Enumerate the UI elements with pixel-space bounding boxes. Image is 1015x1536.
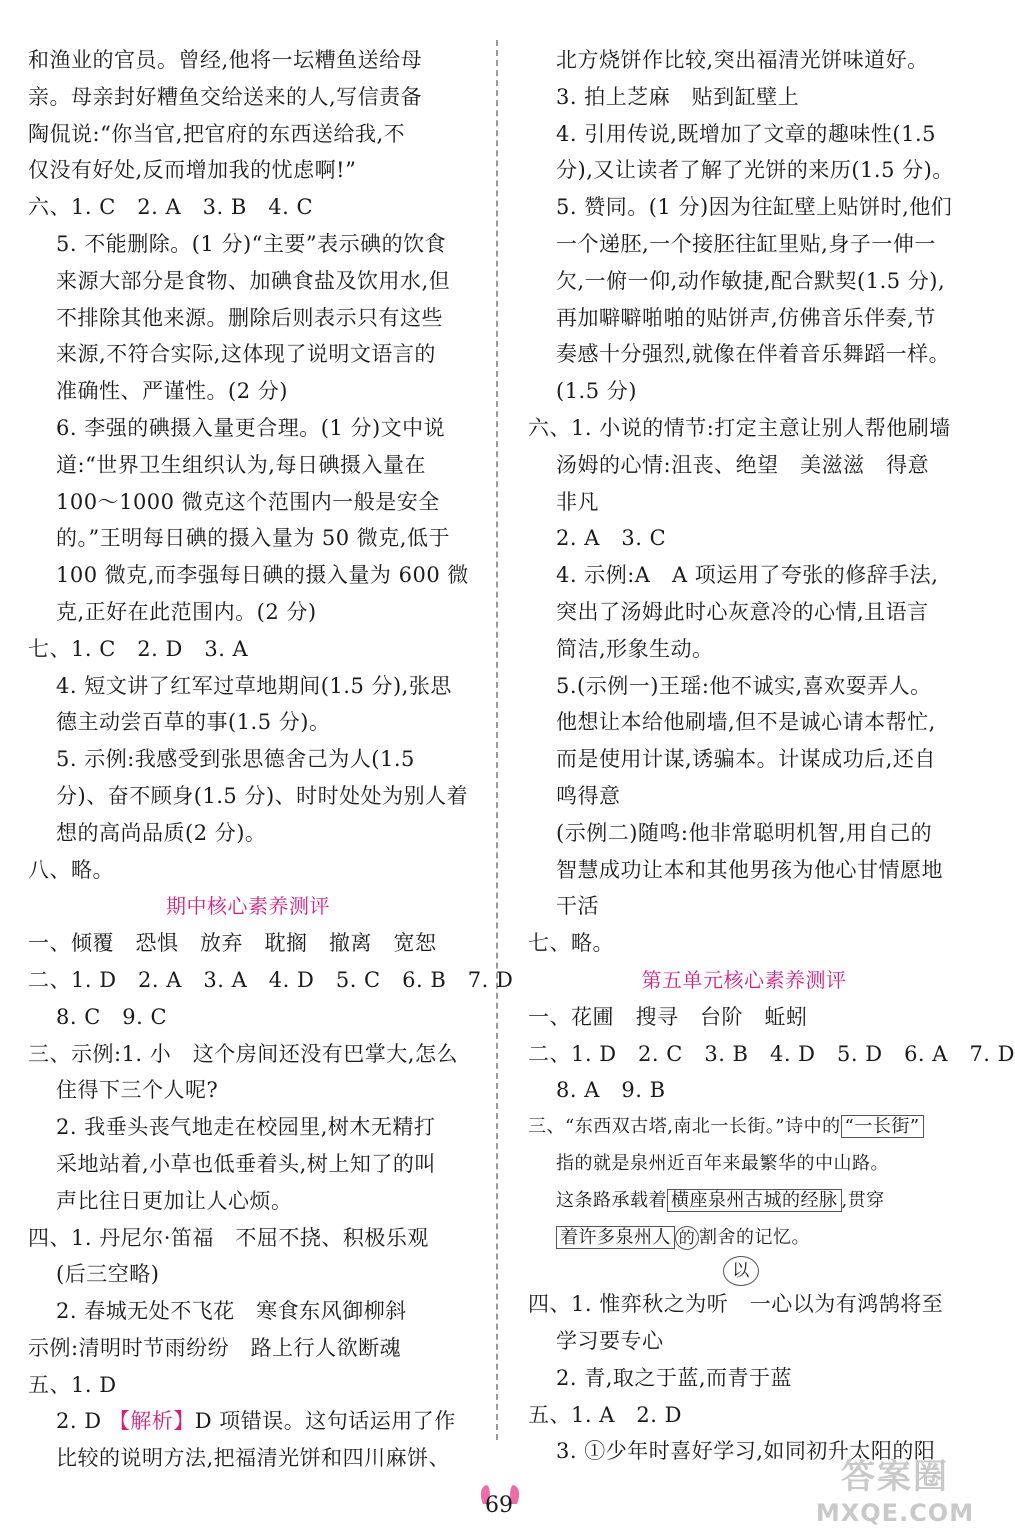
text-line: 和渔业的官员。曾经,他将一坛糟鱼送给母 (28, 48, 423, 72)
text-line: 5. 赞同。(1 分)因为往缸壁上贴饼时,他们 (556, 195, 953, 220)
text-line: 五、1. A 2. D (528, 1402, 682, 1427)
text-line: 住得下三个人呢? (56, 1078, 219, 1103)
text-line: 二、1. D 2. A 3. A 4. D 5. C 6. B 7. D (28, 967, 514, 992)
text-line: 一、花圃 搜寻 台阶 蚯蚓 (528, 1004, 808, 1029)
text-line: (后三空略) (56, 1262, 160, 1287)
text-line: 克,正好在此范围内。(2 分) (56, 599, 317, 624)
text-line: 非凡 (556, 489, 599, 514)
column-divider (496, 40, 498, 1440)
text-line: 四、1. 丹尼尔·笛福 不屈不挠、积极乐观 (28, 1225, 429, 1250)
handwritten-correction-line-3 (528, 1183, 960, 1220)
text-line: 八、略。 (28, 857, 114, 882)
text-line: 5. 不能删除。(1 分)“主要”表示碘的饮食 (56, 231, 447, 256)
text-line: 欠,一俯一仰,动作敏捷,配合默契(1.5 分), (556, 268, 946, 293)
text-line: 6. 李强的碘摄入量更合理。(1 分)文中说 (56, 415, 446, 440)
text-line: 智慧成功让本和其他男孩为他心甘情愿地 (556, 857, 943, 882)
text-line: 8. C 9. C (56, 1004, 168, 1029)
correction-text: ,贯穿 (841, 1189, 885, 1211)
answer-section-6-choices: 六、1. C 2. A 3. B 4. C (28, 195, 314, 220)
text-line: 鸣得意 (556, 783, 621, 808)
text-line: 简洁,形象生动。 (556, 636, 714, 661)
circled-phrase: “一长街” (841, 1115, 924, 1138)
circled-insert-char: 以 (723, 1256, 759, 1286)
answer-section-7-choices: 七、1. C 2. D 3. A (28, 636, 249, 661)
text-line: 亲。母亲封好糟鱼交给送来的人,写信责备 (28, 84, 423, 109)
text-line: 4. 示例:A A 项运用了夸张的修辞手法, (556, 563, 939, 588)
text-line: 汤姆的心情:沮丧、绝望 美滋滋 得意 (556, 452, 930, 477)
text-line: 2. 春城无处不飞花 寒食东风御柳斜 (56, 1299, 407, 1324)
text-line: 4. 短文讲了红军过草地期间(1.5 分),张思 (56, 673, 452, 698)
text-line: 想的高尚品质(2 分)。 (56, 820, 267, 845)
text-line: 学习要专心 (556, 1329, 664, 1354)
analysis-text: D 项错误。这句话运用了作 (194, 1409, 456, 1434)
text-line: 分)、奋不顾身(1.5 分)、时时处处为别人着 (56, 783, 469, 808)
text-line: 不排除其他来源。删除后则表示只有这些 (56, 305, 443, 330)
text-line: 100～1000 微克这个范围内一般是安全 (56, 489, 440, 514)
circled-char: 的 (675, 1226, 699, 1250)
text-line: 一、倾覆 恐惧 放弃 耽搁 撤离 宽恕 (28, 931, 437, 956)
text-line: 七、略。 (528, 931, 614, 956)
text-line: 二、1. D 2. C 3. B 4. D 5. D 6. A 7. D (528, 1041, 1015, 1066)
handwritten-correction-line-4 (528, 1220, 960, 1257)
analysis-tag: 【解析】 (108, 1409, 195, 1434)
handwritten-correction-line-1 (528, 1109, 960, 1146)
left-column (28, 42, 514, 1477)
text-line: 2. 青,取之于蓝,而青于蓝 (556, 1365, 793, 1390)
text-line: 分),又让读者了解了光饼的来历(1.5 分)。 (556, 158, 954, 183)
correction-text: 这条路承载着 (556, 1189, 667, 1211)
text-line: 而是使用计谋,诱骗本。计谋成功后,还自 (556, 747, 936, 772)
correction-text: “东西双古塔,南北一长街。”诗中的 (565, 1116, 841, 1138)
text-line: 2. A 3. C (556, 526, 667, 551)
section-title-unit5: 第五单元核心素养测评 (641, 967, 847, 992)
text-line: 5.(示例一)王瑶:他不诚实,喜欢耍弄人。 (556, 673, 932, 698)
text-line: 道:“世界卫生组织认为,每日碘摄入量在 (56, 452, 426, 477)
watermark-url: MXQE.COM (815, 1499, 975, 1527)
text-line: 2. 我垂头丧气地走在校园里,树木无精打 (56, 1115, 436, 1140)
text-line: 的。”王明每日碘的摄入量为 50 微克,低于 (56, 526, 450, 551)
watermark-cn: 答案圈 (841, 1457, 949, 1497)
right-column (528, 42, 1015, 1470)
text-line: 3. ①少年时喜好学习,如同初升太阳的阳 (556, 1439, 936, 1464)
section-title-midterm: 期中核心素养测评 (166, 894, 330, 919)
handwritten-correction-line-2: 指的就是泉州近百年来最繁华的中山路。 (556, 1152, 889, 1174)
text-line: 陶侃说:“你当官,把官府的东西送给我,不 (28, 121, 406, 146)
text-line: 来源大部分是食物、加碘食盐及饮用水,但 (56, 268, 451, 293)
text-line: 一个递胚,一个接胚往缸里贴,身子一伸一 (556, 231, 936, 256)
text-line: 100 微克,而李强每日碘的摄入量为 600 微 (56, 563, 469, 588)
text-line: 奏感十分强烈,就像在伴着音乐舞蹈一样。 (556, 342, 951, 367)
text-line: 北方烧饼作比较,突出福清光饼味道好。 (556, 48, 929, 72)
text-line: 突出了汤姆此时心灰意冷的心情,且语言 (556, 599, 929, 624)
section-label: 三、 (528, 1116, 565, 1138)
text-line: 3. 拍上芝麻 贴到缸壁上 (556, 84, 800, 109)
text-line: 采地站着,小草也低垂着头,树上知了的叫 (56, 1151, 436, 1176)
text-line: 准确性、严谨性。(2 分) (56, 379, 288, 404)
text-line: 来源,不符合实际,这体现了说明文语言的 (56, 342, 436, 367)
text-line: 三、示例:1. 小 这个房间还没有巴掌大,怎么 (28, 1041, 458, 1066)
text-line: 4. 引用传说,既增加了文章的趣味性(1.5 (556, 121, 936, 146)
text-line: 干活 (556, 894, 599, 919)
text-line: 5. 示例:我感受到张思德舍己为人(1.5 (56, 747, 415, 772)
text-line: (示例二)随鸣:他非常聪明机智,用自己的 (556, 820, 933, 845)
text-line: 示例:清明时节雨纷纷 路上行人欲断魂 (28, 1335, 402, 1360)
boxed-phrase: 横座泉州古城的经脉 (667, 1189, 842, 1212)
text-line: 四、1. 惟弈秋之为听 一心以为有鸿鹄将至 (528, 1292, 944, 1317)
text-line: 五、1. D (28, 1372, 117, 1397)
text-line: 德主动尝百草的事(1.5 分)。 (56, 710, 331, 735)
analysis-line (28, 1403, 468, 1440)
watermark (800, 1455, 990, 1530)
text-line: (1.5 分) (556, 379, 637, 404)
answer-text: 2. D (56, 1409, 102, 1434)
text-line: 比较的说明方法,把福清光饼和四川麻饼、 (56, 1446, 451, 1471)
text-line: 再加噼噼啪啪的贴饼声,仿佛音乐伴奏,节 (556, 305, 936, 330)
boxed-phrase: 着许多泉州人 (556, 1226, 675, 1249)
text-line: 8. A 9. B (556, 1078, 666, 1103)
text-line: 他想让本给他刷墙,但不是诚心请本帮忙, (556, 710, 936, 735)
handwritten-insert-line (528, 1256, 960, 1286)
text-line: 声比往日更加让人心烦。 (56, 1188, 293, 1213)
correction-text: 割舍的记忆 (699, 1226, 792, 1248)
page-number: 69 (485, 1493, 513, 1518)
correction-text: 。 (791, 1226, 810, 1248)
text-line: 六、1. 小说的情节:打定主意让别人帮他刷墙 (528, 415, 951, 440)
text-line: 仅没有好处,反而增加我的忧虑啊!” (28, 158, 357, 183)
